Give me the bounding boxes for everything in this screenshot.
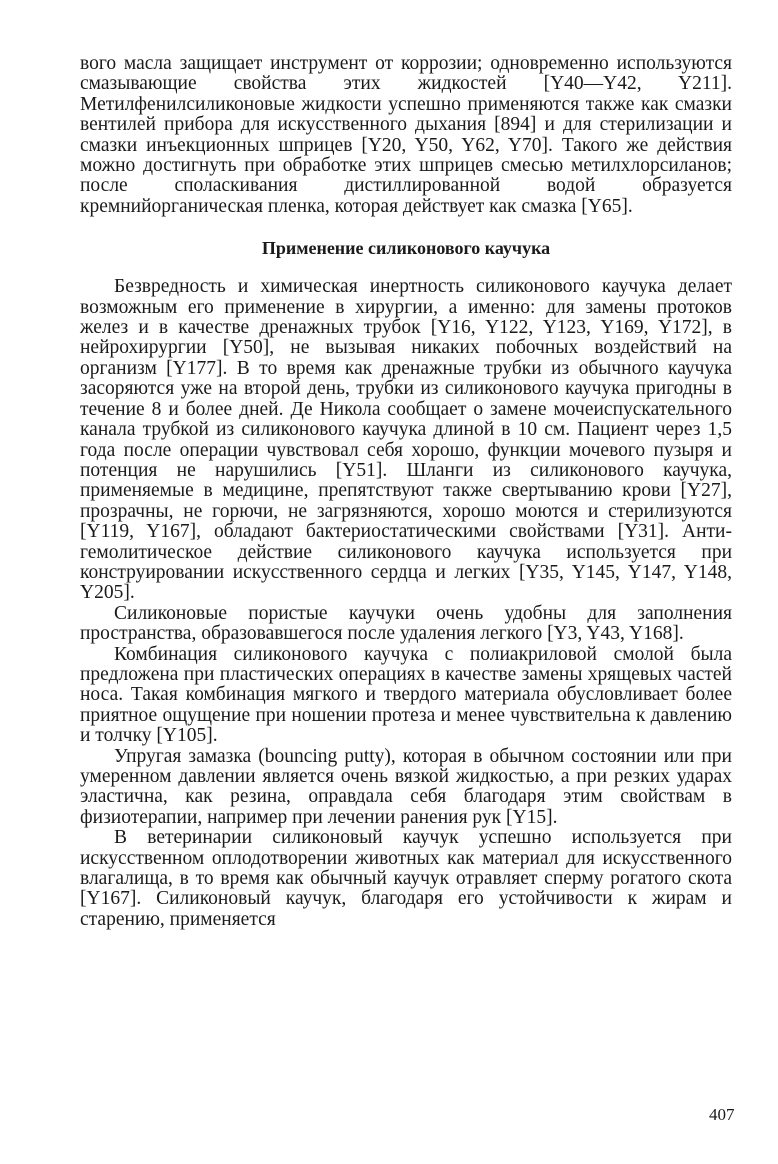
- page-number: 407: [709, 1105, 735, 1124]
- paragraph-porous-rubber: Силиконовые пористые каучуки очень удобны для заполнения пространства, образовавшегося после удаления легкого [Y3, Y43, Y168].: [80, 602, 732, 645]
- paragraph-bouncing-putty: Упругая замазка (bouncing putty), которая в обычном состоянии или при умеренном давлении является очень вязкой жидкостью, а при резких ударах эластична, как резина, оправдала себя благодаря этим свойствам в физиотерапии, например при лечении ранения рук [Y15].: [80, 745, 732, 828]
- paragraph-veterinary: В ветеринарии силиконовый каучук успешно используется при искусственном оплодотворении животных как материал для искусственного влагалища, в то время как обычный каучук отравляет сперму рогатого скота [Y167]. Силиконовый каучук, благодаря его устойчивости к жирам и старению, применяется: [80, 827, 732, 930]
- paragraph-continuation: вого масла защищает инструмент от коррозии; одновременно используются смазывающие свойства этих жидкостей [Y40—Y42, Y211]. Метилфенилсиликоновые жидкости успешно применяются также как смазки вентилей прибора для искусственного дыхания [894] и для стерилизации и смазки инъекционных шприцев [Y20, Y50, Y62, Y70]. Такого же действия можно достигнуть при обработке этих шприцев смесью метилхлорсиланов; после споласкивания дистиллированной водой образуется кремнийорганическая пленка, которая действует как смазка [Y65].: [80, 53, 732, 217]
- section-heading: Применение силиконового каучука: [261, 238, 551, 259]
- paragraph-surgery: Безвредность и химическая инертность силиконового каучука делает возможным его применение в хирургии, а именно: для замены протоков желез и в качестве дренажных трубок [Y16, Y122, Y123, Y169, Y172], в нейрохирургии [Y50], не вызывая никаких побочных воздействий на организм [Y177]. В то время как дренажные трубки из обычного каучука засоряются уже на второй день, трубки из силиконового каучука пригодны в течение 8 и более дней. Де Никола сообщает о замене мочеиспускательного канала трубкой из силиконового каучука длиной в 10 см. Пациент через 1,5 года после операции чувствовал себя хорошо, функции мочевого пузыря и потенция не нарушились [Y51]. Шланги из силиконового каучука, применяемые в медицине, препятствуют также свертыванию крови [Y27], прозрачны, не горючи, не загрязняются, хорошо моются и стерилизуются [Y119, Y167], обладают бактериостатическими свойствами [Y31]. Антигемолитическое действие силиконового каучука используется при конструировании искусственного сердца и легких [Y35, Y145, Y147, Y148, Y205].: [80, 276, 732, 604]
- page-body: [80, 54, 732, 930]
- paragraph-nose-plastic: Комбинация силиконового каучука с полиакриловой смолой была предложена при пластических операциях в качестве замены хрящевых частей носа. Такая комбинация мягкого и твердого материала обусловливает более приятное ощущение при ношении протеза и менее чувствительна к давлению и толчку [Y105].: [80, 643, 732, 747]
